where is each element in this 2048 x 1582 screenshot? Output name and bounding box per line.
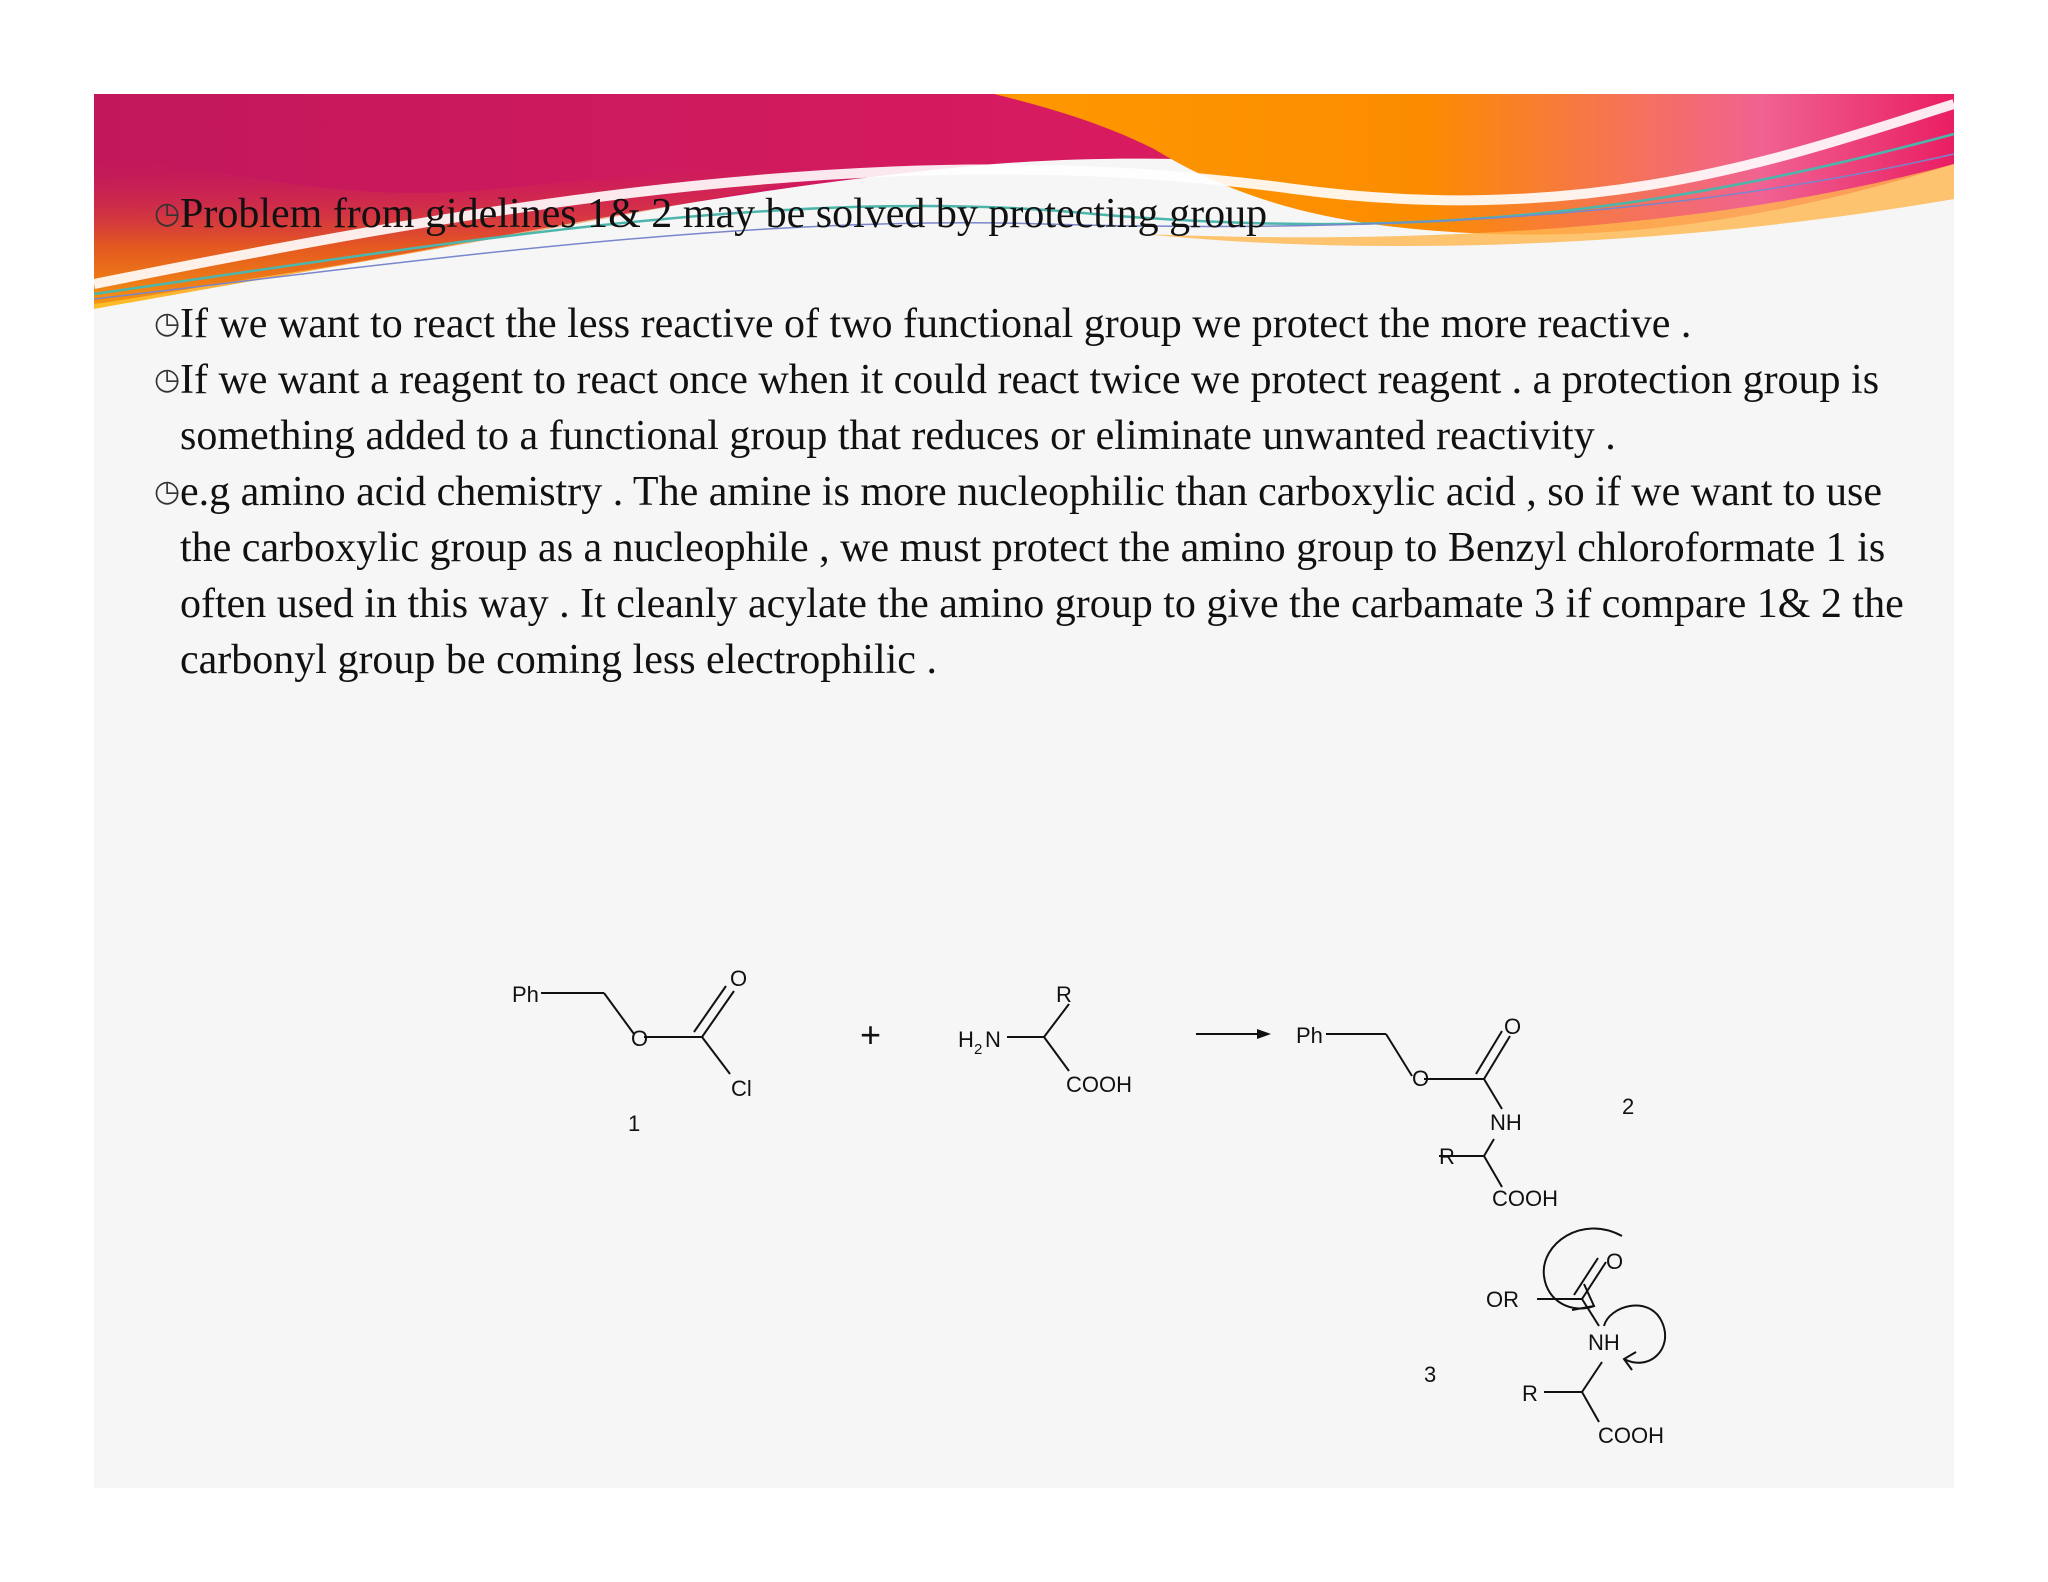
subscript-2: 2 bbox=[974, 1041, 983, 1058]
product-2-bonds bbox=[1326, 1031, 1510, 1187]
reactant-2-bonds bbox=[1007, 1004, 1069, 1071]
h-label: H bbox=[958, 1027, 974, 1052]
o-ether-label: O bbox=[1412, 1066, 1430, 1091]
plus-sign: + bbox=[860, 1014, 882, 1055]
r-label: R bbox=[1056, 982, 1072, 1007]
o-carbonyl-label: O bbox=[1504, 1014, 1522, 1039]
bullet-item bbox=[154, 464, 1918, 688]
nh-label: NH bbox=[1490, 1110, 1522, 1135]
bullet-item bbox=[154, 352, 1918, 464]
product-3-bonds bbox=[1537, 1228, 1665, 1422]
clock-bullet-icon: ◷ bbox=[154, 362, 181, 397]
o-carbonyl-label: O bbox=[730, 966, 748, 991]
ph-label: Ph bbox=[1296, 1023, 1323, 1048]
ph-label: Ph bbox=[512, 982, 539, 1007]
compound-number-2: 2 bbox=[1622, 1094, 1635, 1119]
clock-bullet-icon: ◷ bbox=[154, 196, 181, 231]
or-label: OR bbox=[1486, 1287, 1519, 1312]
cooh-label: COOH bbox=[1492, 1186, 1558, 1211]
bullet-text: Problem from gidelines 1& 2 may be solved by protecting group bbox=[180, 191, 1268, 237]
nh-label: NH bbox=[1588, 1330, 1620, 1355]
reaction-scheme bbox=[94, 874, 1954, 1448]
compound-number-3: 3 bbox=[1424, 1362, 1437, 1387]
cooh-label: COOH bbox=[1598, 1423, 1664, 1448]
bullet-item bbox=[154, 296, 1918, 352]
slide bbox=[94, 94, 1954, 1488]
clock-bullet-icon: ◷ bbox=[154, 306, 181, 341]
reaction-arrow bbox=[1196, 1029, 1271, 1039]
o-ether-label: O bbox=[631, 1026, 649, 1051]
bullet-text: If we want to react the less reactive of two functional group we protect the more reactive . bbox=[180, 301, 1692, 347]
cooh-label: COOH bbox=[1066, 1072, 1132, 1097]
r-label: R bbox=[1439, 1144, 1455, 1169]
r-label: R bbox=[1522, 1381, 1538, 1406]
bullet-text: If we want a reagent to react once when it could react twice we protect reagent . a protection group is something added to a functional group that reduces or eliminate unwanted reactivity . bbox=[180, 357, 1880, 459]
bullet-text: e.g amino acid chemistry . The amine is more nucleophilic than carboxylic acid , so if we want to use the carboxylic group as a nucleophile , we must protect the amino group to Benzyl chloroformate 1 is often used in this way . It cleanly acylate the amino group to give the carbamate 3 if compare 1& 2 the carbonyl group be coming less electrophilic . bbox=[180, 469, 1904, 683]
bullet-list bbox=[154, 186, 1918, 688]
clock-bullet-icon: ◷ bbox=[154, 474, 181, 509]
cl-label: Cl bbox=[731, 1076, 752, 1101]
n-label: N bbox=[985, 1027, 1001, 1052]
compound-number-1: 1 bbox=[628, 1111, 641, 1136]
o-label: O bbox=[1606, 1249, 1624, 1274]
bullet-item bbox=[154, 186, 1918, 242]
